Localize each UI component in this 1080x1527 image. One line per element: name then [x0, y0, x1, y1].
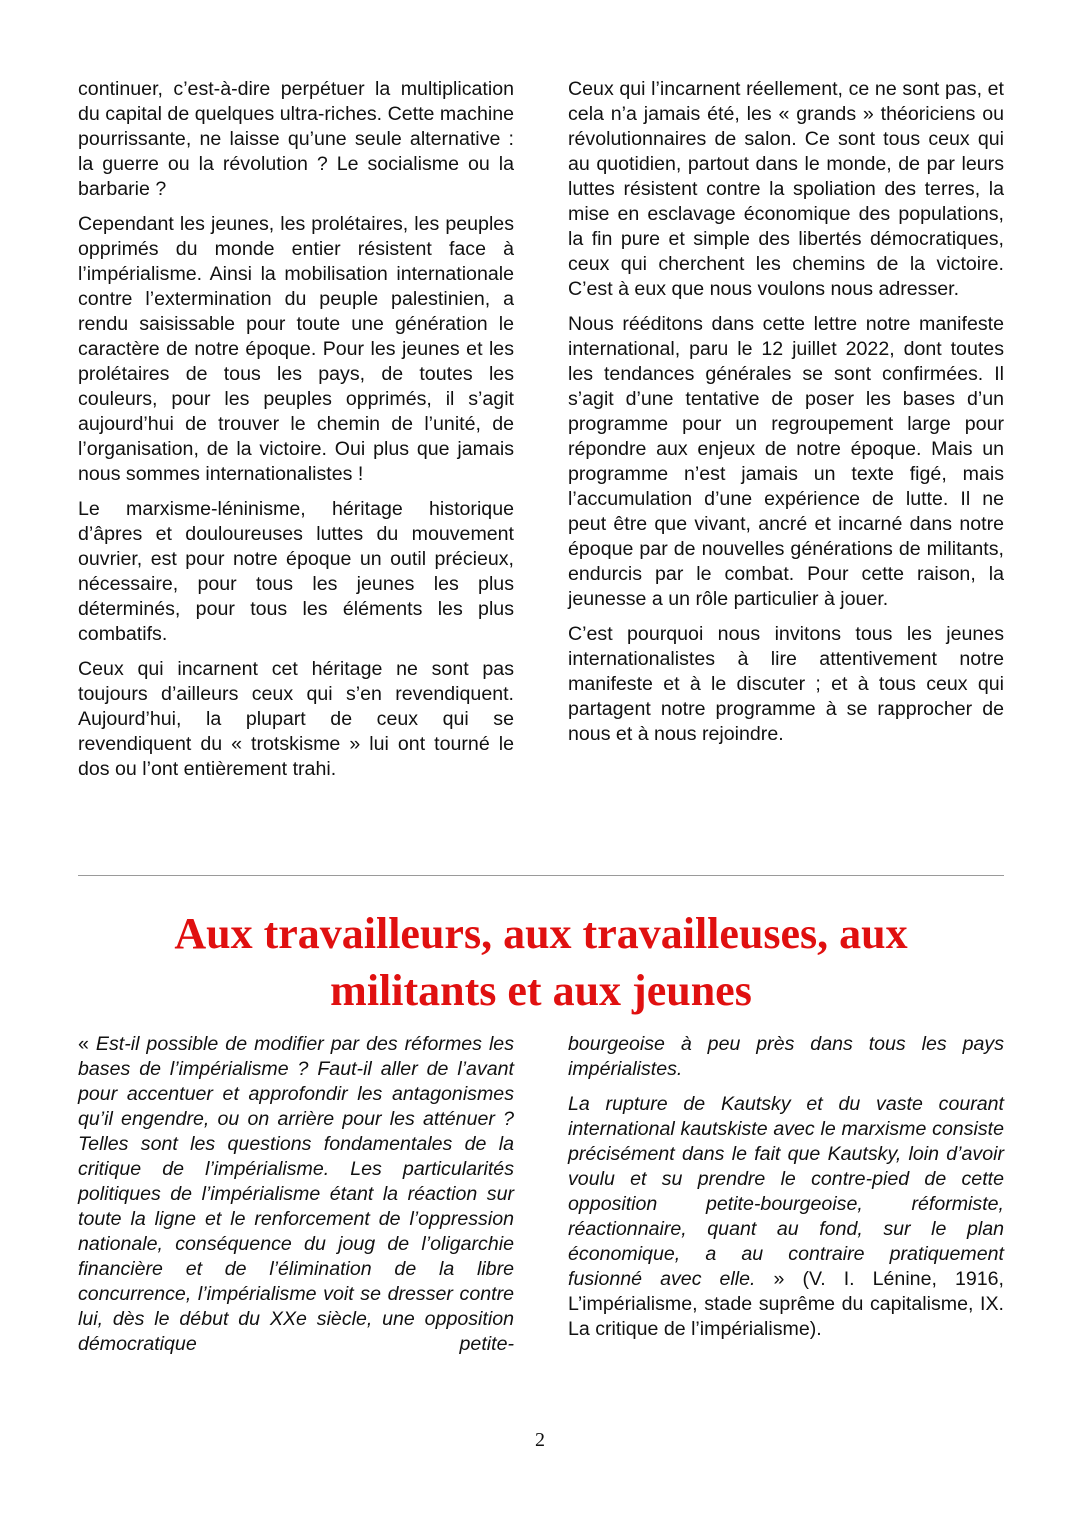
top-left-column [78, 77, 514, 792]
paragraph: C’est pourquoi nous invitons tous les jeunes internationalistes à lire attentivement notre manifeste et à le discuter ; et à tous ceux qui partagent notre programme à se rapprocher de nous et à nous rejoindre. [568, 623, 1004, 745]
top-text-columns [78, 77, 1004, 792]
page-number: 2 [535, 1429, 545, 1451]
quote-text-columns [78, 1032, 1004, 1367]
paragraph: Le marxisme-léninisme, héritage historique d’âpres et douloureuses luttes du mouvement ouvrier, est pour notre époque un outil précieux, nécessaire, pour tous les jeunes les plus déterminés, pour tous les éléments les plus combatifs. [78, 498, 514, 645]
top-right-column [568, 77, 1004, 792]
quote-paragraph [78, 1032, 514, 1357]
quote-paragraph [568, 1092, 1004, 1342]
paragraph: Cependant les jeunes, les prolétaires, les peuples opprimés du monde entier résistent face à l’impérialisme. Ainsi la mobilisation internationale contre l’extermination du peuple palestinien, a rendu saisissable pour toute une génération le caractère de notre époque. Pour les jeunes et les prolétaires de tous les pays, de toutes les couleurs, pour les peuples opprimés, il s’agit aujourd’hui de trouver le chemin de l’unité, de l’organisation, de la victoire. Oui plus que jamais nous sommes internationalistes ! [78, 213, 514, 485]
quote-paragraph: bourgeoise à peu près dans tous les pays impérialistes. [568, 1033, 1004, 1080]
quote-citation: » (V. I. Lénine, 1916, L’impérialisme, stade suprême du capitalisme, IX. La critique de l’impérialisme). [568, 1268, 1004, 1340]
headline-line-2: militants et aux jeunes [330, 966, 752, 1015]
paragraph: Nous rééditons dans cette lettre notre manifeste international, paru le 12 juillet 2022, dont toutes les tendances générales se sont confirmées. Il s’agit d’une tentative de poser les bases d’un programme pour un regroupement large pour répondre aux enjeux de notre époque. Mais un programme n’est jamais un texte figé, mais l’accumulation d’une expérience de lutte. Il ne peut être que vivant, ancré et incarné dans notre époque par de nouvelles générations de militants, endurcis par le combat. Pour cette raison, la jeunesse a un rôle particulier à jouer. [568, 313, 1004, 610]
paragraph: Ceux qui incarnent cet héritage ne sont pas toujours d’ailleurs ceux qui s’en revendiquent. Aujourd’hui, la plupart de ceux qui se revendiquent du « trotskisme » lui ont tourné le dos ou l’ont entièrement trahi. [78, 658, 514, 780]
headline-line-1: Aux travailleurs, aux travailleuses, aux [174, 909, 908, 958]
quote-right-column [568, 1032, 1004, 1367]
quote-text: Est-il possible de modifier par des réformes les bases de l’impérialisme ? Faut-il aller de l’avant pour accentuer et approfondir les antagonismes qu’il engendre, ou on arrière pour les atténuer ? Telles sont les questions fondamentales de la critique de l’impérialisme. Les particularités politiques de l’impérialisme étant la réaction sur toute la ligne et le renforcement de l’oppression nationale, conséquence du joug de l’oligarchie financière et de l’élimination de la libre concurrence, l’impérialisme voit se dresser contre lui, dès le début du XXe siècle, une opposition démocratique petite- [78, 1033, 514, 1355]
quote-text: La rupture de Kautsky et du vaste courant international kautskiste avec le marxisme consiste précisément dans le fait que Kautsky, loin d’avoir voulu et su prendre le contre-pied de cette opposition petite-bourgeoise, réformiste, réactionnaire, quant au fond, sur le plan économique, a au contraire pratiquement fusionné avec elle. [568, 1093, 1004, 1290]
paragraph: Ceux qui l’incarnent réellement, ce ne sont pas, et cela n’a jamais été, les « grands » théoriciens ou révolutionnaires de salon. Ce sont tous ceux qui au quotidien, partout dans le monde, de par leurs luttes résistent contre la spoliation des terres, la mise en esclavage économique des populations, la fin pure et simple des libertés démocratiques, ceux qui cherchent les chemins de la victoire. C’est à eux que nous voulons nous adresser. [568, 78, 1004, 300]
opening-quote-mark: « [78, 1033, 96, 1055]
section-headline [78, 905, 1004, 1019]
quote-left-column [78, 1032, 514, 1367]
paragraph: continuer, c’est-à-dire perpétuer la multiplication du capital de quelques ultra-riches. Cette machine pourrissante, ne laisse qu’une seule alternative : la guerre ou la révolution ? Le socialisme ou la barbarie ? [78, 78, 514, 200]
section-divider [78, 875, 1004, 876]
